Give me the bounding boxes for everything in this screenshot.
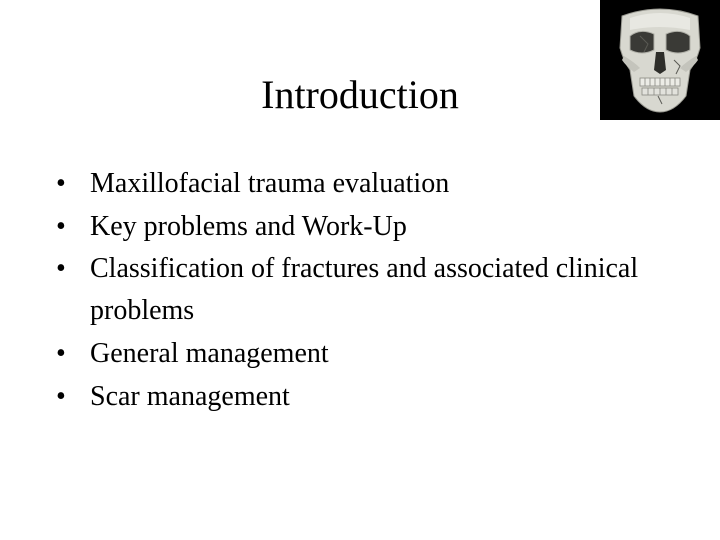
bullet-glyph: •: [56, 253, 66, 284]
bullet-glyph: •: [56, 168, 66, 199]
bullet-list: [56, 162, 676, 418]
bullet-glyph: •: [56, 211, 66, 242]
bullet-text: Classification of fractures and associated clinical problems: [90, 253, 639, 326]
bullet-text: Maxillofacial trauma evaluation: [90, 168, 450, 199]
slide-title: Introduction: [261, 72, 459, 117]
bullet-glyph: •: [56, 381, 66, 412]
bullet-item: [56, 205, 676, 248]
bullet-item: [56, 332, 676, 375]
bullet-item: [56, 375, 676, 418]
bullet-text: Scar management: [90, 381, 290, 412]
bullet-item: [56, 248, 676, 332]
bullet-text: Key problems and Work-Up: [90, 211, 407, 242]
bullet-item: [56, 162, 676, 205]
bullet-glyph: •: [56, 338, 66, 369]
bullet-text: General management: [90, 338, 329, 369]
